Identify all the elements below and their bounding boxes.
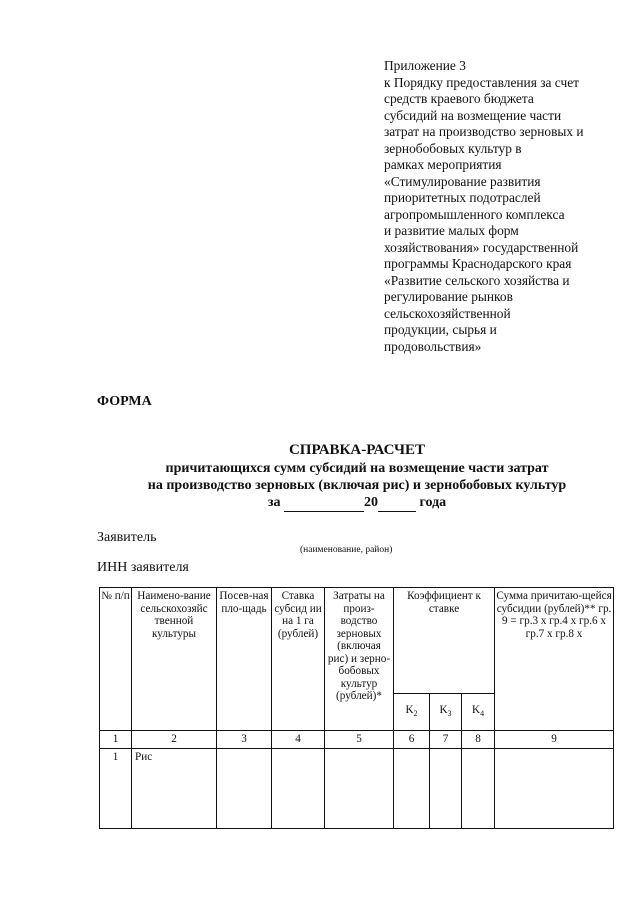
colnum-4: 4 — [272, 731, 325, 749]
colnum-3: 3 — [217, 731, 272, 749]
annex-line: продукции, сырья и — [384, 322, 497, 337]
row1-sum-cell[interactable] — [495, 748, 614, 828]
annex-line: продовольствия» — [384, 338, 482, 354]
row1-k3-cell[interactable] — [430, 748, 462, 828]
header-area: Посев-ная пло-щадь — [217, 588, 272, 731]
header-rate: Ставка субсид ии на 1 га (рублей) — [272, 588, 325, 731]
title-sub1: причитающихся сумм субсидий на возмещение части затрат — [165, 461, 549, 476]
row1-crop: Рис — [132, 748, 217, 828]
header-num: № п/п — [100, 588, 132, 731]
applicant-hint: (наименование, район) — [300, 545, 393, 555]
title-period — [97, 494, 617, 512]
colnum-6: 6 — [394, 731, 430, 749]
form-label: ФОРМА — [97, 394, 152, 409]
applicant-label: Заявитель — [97, 530, 157, 545]
inn-label: ИНН заявителя — [97, 560, 189, 575]
annex-line: Приложение 3 — [384, 58, 466, 73]
period-blank-2[interactable] — [378, 494, 416, 512]
table-row — [100, 748, 614, 828]
period-prefix: за — [267, 495, 281, 510]
colnum-8: 8 — [462, 731, 495, 749]
period-blank-1[interactable] — [284, 494, 364, 512]
colnum-7: 7 — [430, 731, 462, 749]
row1-k2-cell[interactable] — [394, 748, 430, 828]
annex-line: «Стимулирование развития — [384, 173, 541, 189]
subsidy-table — [99, 587, 614, 829]
header-k3: $K_3$ — [430, 694, 462, 731]
row1-costs-cell[interactable] — [325, 748, 394, 828]
annex-line: к Порядку предоставления за счет — [384, 74, 580, 90]
header-costs: Затраты на произ-водство зерновых (включая рис) и зерно-бобовых культур (рублей)* — [325, 588, 394, 731]
period-year-prefix: 20 — [363, 495, 378, 510]
annex-line: приоритетных подотраслей — [384, 190, 541, 205]
colnum-5: 5 — [325, 731, 394, 749]
colnum-9: 9 — [495, 731, 614, 749]
row1-num: 1 — [100, 748, 132, 828]
column-number-row — [100, 731, 614, 749]
row1-area-cell[interactable] — [217, 748, 272, 828]
row1-rate-cell[interactable] — [272, 748, 325, 828]
colnum-2: 2 — [132, 731, 217, 749]
document-title — [97, 441, 617, 512]
annex-line: сельскохозяйственной — [384, 305, 511, 321]
annex-line: зернобобовых культур в — [384, 140, 522, 156]
header-k2: $K_2$ — [394, 694, 430, 731]
annex-line: хозяйствования» государственной — [384, 239, 579, 255]
annex-block — [384, 58, 624, 355]
row1-k4-cell[interactable] — [462, 748, 495, 828]
header-crop: Наимено-вание сельскохозяйс твенной культуры — [132, 588, 217, 731]
title-sub2: на производство зерновых (включая рис) и зернобобовых культур — [147, 478, 567, 493]
colnum-1: 1 — [100, 731, 132, 749]
title-main: СПРАВКА-РАСЧЕТ — [288, 442, 426, 458]
inn-field — [97, 560, 189, 576]
annex-line: затрат на производство зерновых и — [384, 124, 584, 139]
annex-line: рамках мероприятия — [384, 157, 502, 172]
header-row-1 — [100, 588, 614, 694]
period-suffix: года — [419, 495, 447, 510]
annex-line: агропромышленного комплекса — [384, 206, 565, 222]
annex-line: программы Краснодарского края — [384, 256, 572, 271]
header-k4: $K_4$ — [462, 694, 495, 731]
applicant-field — [97, 530, 156, 546]
annex-line: средств краевого бюджета — [384, 91, 534, 106]
header-coef-group: Коэффициент к ставке — [394, 588, 495, 694]
annex-line: и развитие малых форм — [384, 223, 519, 238]
annex-line: субсидий на возмещение части — [384, 107, 562, 123]
annex-line: регулирование рынков — [384, 289, 513, 304]
header-sum: Сумма причитаю-щейся субсидии (рублей)** гр. 9 = гр.3 х гр.4 х гр.6 х гр.7 х гр.8 х — [495, 588, 614, 731]
annex-line: «Развитие сельского хозяйства и — [384, 272, 570, 288]
